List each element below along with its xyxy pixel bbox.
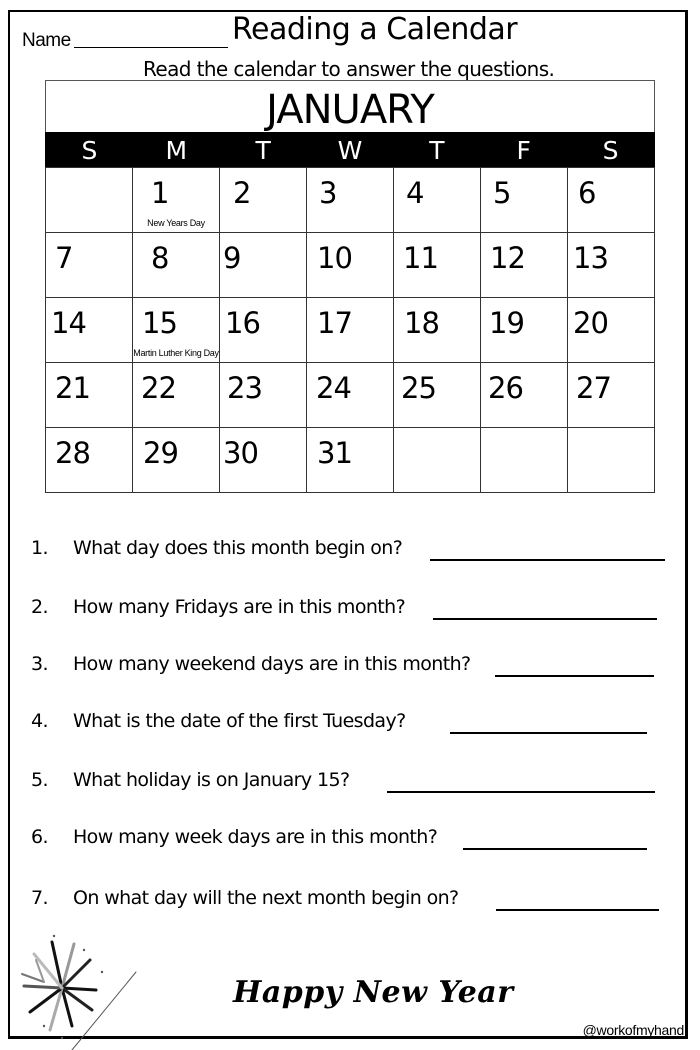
question-text: How many Fridays are in this month? bbox=[73, 596, 406, 618]
calendar-week-row bbox=[46, 298, 655, 363]
weekday-thursday: T bbox=[429, 136, 445, 165]
day-number: 11 bbox=[403, 241, 438, 275]
weekday-header bbox=[45, 132, 655, 167]
question-number: 4. bbox=[31, 710, 48, 732]
calendar-day-cell bbox=[133, 233, 220, 298]
day-number: 22 bbox=[141, 371, 176, 405]
day-number: 15 bbox=[142, 306, 177, 340]
calendar-day-cell bbox=[220, 233, 307, 298]
calendar-day-cell bbox=[394, 233, 481, 298]
day-number: 16 bbox=[225, 306, 260, 340]
happy-new-year-greeting: Happy New Year bbox=[233, 975, 514, 1010]
credit-handle: @workofmyhand bbox=[582, 1022, 684, 1038]
calendar-day-cell bbox=[46, 428, 133, 493]
weekday-monday: M bbox=[165, 136, 188, 165]
question-number: 3. bbox=[31, 653, 48, 675]
question-item bbox=[0, 769, 700, 799]
question-number: 1. bbox=[31, 537, 48, 559]
question-item bbox=[0, 596, 700, 626]
calendar-day-cell bbox=[46, 233, 133, 298]
name-answer-line[interactable] bbox=[74, 47, 228, 48]
question-item bbox=[0, 710, 700, 740]
calendar-day-cell bbox=[220, 428, 307, 493]
question-item bbox=[0, 653, 700, 683]
calendar-day-cell bbox=[220, 298, 307, 363]
calendar-empty-cell bbox=[46, 168, 133, 233]
question-item bbox=[0, 537, 700, 567]
calendar-day-cell bbox=[568, 233, 655, 298]
calendar-day-cell bbox=[568, 298, 655, 363]
calendar-day-cell bbox=[220, 363, 307, 428]
question-item bbox=[0, 887, 700, 917]
calendar-day-cell bbox=[568, 363, 655, 428]
calendar-empty-cell bbox=[394, 428, 481, 493]
answer-line[interactable] bbox=[430, 559, 665, 561]
calendar-day-cell bbox=[481, 233, 568, 298]
calendar-week-row bbox=[46, 168, 655, 233]
calendar-day-cell bbox=[133, 298, 220, 363]
day-number: 29 bbox=[143, 436, 178, 470]
day-number: 1 bbox=[151, 176, 169, 210]
calendar-day-cell bbox=[46, 363, 133, 428]
calendar-day-cell bbox=[394, 168, 481, 233]
month-title: JANUARY bbox=[45, 80, 655, 132]
day-number: 13 bbox=[573, 241, 608, 275]
calendar-day-cell bbox=[394, 298, 481, 363]
question-item bbox=[0, 826, 700, 856]
calendar-day-cell bbox=[307, 233, 394, 298]
weekday-saturday: S bbox=[602, 136, 619, 165]
page-title: Reading a Calendar bbox=[232, 12, 518, 47]
instructions: Read the calendar to answer the questions. bbox=[143, 57, 555, 81]
question-text: How many weekend days are in this month? bbox=[73, 653, 471, 675]
holiday-label: Martin Luther King Day bbox=[133, 348, 219, 358]
question-number: 7. bbox=[31, 887, 48, 909]
calendar-day-cell bbox=[133, 363, 220, 428]
day-number: 2 bbox=[233, 176, 251, 210]
day-number: 23 bbox=[227, 371, 262, 405]
calendar-day-cell bbox=[394, 363, 481, 428]
calendar-day-cell bbox=[481, 363, 568, 428]
weekday-sunday: S bbox=[81, 136, 98, 165]
question-number: 2. bbox=[31, 596, 48, 618]
calendar-day-cell bbox=[568, 168, 655, 233]
answer-line[interactable] bbox=[495, 675, 654, 677]
calendar-week-row bbox=[46, 363, 655, 428]
question-text: What holiday is on January 15? bbox=[73, 769, 350, 791]
calendar-day-cell bbox=[133, 168, 220, 233]
day-number: 4 bbox=[406, 176, 424, 210]
calendar-grid bbox=[45, 167, 655, 493]
day-number: 10 bbox=[317, 241, 352, 275]
weekday-wednesday: W bbox=[337, 136, 363, 165]
holiday-label: New Years Day bbox=[147, 218, 205, 228]
day-number: 17 bbox=[317, 306, 352, 340]
day-number: 5 bbox=[493, 176, 511, 210]
calendar-empty-cell bbox=[568, 428, 655, 493]
question-number: 6. bbox=[31, 826, 48, 848]
day-number: 9 bbox=[223, 241, 241, 275]
day-number: 19 bbox=[489, 306, 524, 340]
calendar-day-cell bbox=[307, 298, 394, 363]
day-number: 28 bbox=[55, 436, 90, 470]
calendar-week-row bbox=[46, 428, 655, 493]
calendar-day-cell bbox=[307, 168, 394, 233]
question-text: How many week days are in this month? bbox=[73, 826, 438, 848]
day-number: 21 bbox=[55, 371, 90, 405]
calendar-day-cell bbox=[307, 363, 394, 428]
day-number: 6 bbox=[578, 176, 596, 210]
calendar-day-cell bbox=[481, 298, 568, 363]
day-number: 26 bbox=[488, 371, 523, 405]
day-number: 27 bbox=[576, 371, 611, 405]
calendar-week-row bbox=[46, 233, 655, 298]
calendar-day-cell bbox=[133, 428, 220, 493]
name-label: Name bbox=[22, 30, 71, 51]
calendar-day-cell bbox=[307, 428, 394, 493]
calendar-day-cell bbox=[220, 168, 307, 233]
weekday-friday: F bbox=[516, 136, 531, 165]
answer-line[interactable] bbox=[450, 732, 647, 734]
day-number: 3 bbox=[319, 176, 337, 210]
question-text: What is the date of the first Tuesday? bbox=[73, 710, 406, 732]
question-number: 5. bbox=[31, 769, 48, 791]
answer-line[interactable] bbox=[433, 618, 657, 620]
question-text: On what day will the next month begin on? bbox=[73, 887, 459, 909]
day-number: 7 bbox=[55, 241, 73, 275]
calendar-day-cell bbox=[481, 168, 568, 233]
day-number: 31 bbox=[317, 436, 352, 470]
answer-line[interactable] bbox=[387, 791, 655, 793]
answer-line[interactable] bbox=[463, 848, 647, 850]
fireworks-icon bbox=[14, 930, 144, 1050]
day-number: 14 bbox=[51, 306, 86, 340]
calendar-empty-cell bbox=[481, 428, 568, 493]
answer-line[interactable] bbox=[496, 909, 659, 911]
day-number: 24 bbox=[316, 371, 351, 405]
calendar-day-cell bbox=[46, 298, 133, 363]
weekday-tuesday: T bbox=[255, 136, 271, 165]
day-number: 20 bbox=[573, 306, 608, 340]
day-number: 8 bbox=[151, 241, 169, 275]
question-text: What day does this month begin on? bbox=[73, 537, 403, 559]
day-number: 18 bbox=[404, 306, 439, 340]
day-number: 12 bbox=[490, 241, 525, 275]
day-number: 25 bbox=[401, 371, 436, 405]
calendar bbox=[45, 80, 655, 493]
day-number: 30 bbox=[223, 436, 258, 470]
